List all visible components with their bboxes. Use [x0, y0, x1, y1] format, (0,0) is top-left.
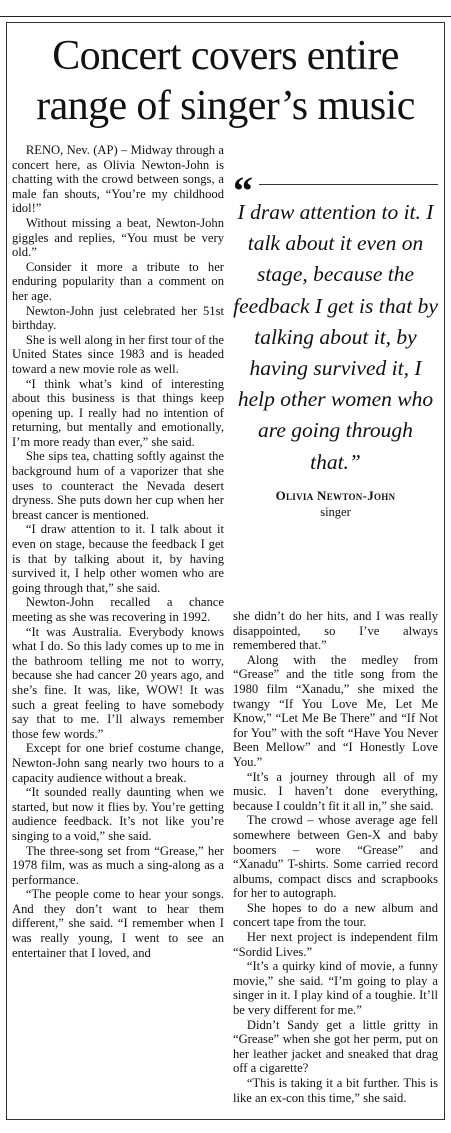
- paragraph: “It was Australia. Everybody knows what I do. So this lady comes up to me in the bathroom telling me not to worry, because she had cancer 20 years ago, and she’s fine. It was, like, WOW! It was such a great feeling to have somebody say that to me. I’ll always remember those few words.”: [12, 624, 224, 741]
- headline-line-2: range of singer’s music: [36, 83, 415, 129]
- article-column-left: [12, 143, 224, 960]
- pull-quote-attribution-role: singer: [320, 504, 351, 519]
- pull-quote-attribution-name: Olivia Newton-John: [275, 487, 396, 503]
- article-column-right: [233, 609, 438, 1105]
- paragraph: She is well along in her first tour of the United States since 1983 and is headed toward a new movie role as well.: [12, 332, 224, 376]
- page-top-rule: [0, 16, 451, 17]
- paragraph: she didn’t do her hits, and I was really disappointed, so I’ve always remembered that.”: [233, 609, 438, 653]
- headline-line-1: Concert covers entire: [52, 33, 399, 79]
- pull-quote: [233, 168, 438, 520]
- paragraph: The crowd – whose average age fell somewhere between Gen-X and baby boomers – wore “Grease” and “Xanadu” T-shirts. Some carried record albums, compact discs and scrapbooks for her to autograph.: [233, 813, 438, 901]
- paragraph: Consider it more a tribute to her enduring popularity than a comment on her age.: [12, 259, 224, 303]
- paragraph: “It sounded really daunting when we started, but now it flies by. You’re getting audience feedback. It’s not like you’re singing to a void,” she said.: [12, 785, 224, 843]
- paragraph: She hopes to do a new album and concert tape from the tour.: [233, 900, 438, 930]
- pull-quote-text: I draw attention to it. I talk about it even on stage, because the feedback I get is that by talking about it, by having survived it, I help other women who are going through that.”: [233, 200, 438, 474]
- paragraph: Along with the medley from “Grease” and the title song from the 1980 film “Xanadu,” she mixed the twangy “If You Love Me, Let Me Know,” “Let Me Be There” and “If Not for You” with the soft “Have You Never Been Mellow” and “I Honestly Love You.”: [233, 652, 438, 769]
- paragraph: “I draw attention to it. I talk about it even on stage, because the feedback I get is that by talking about it, by having survived it, I help other women who are going through that,” she said.: [12, 522, 224, 595]
- paragraph: Without missing a beat, Newton-John giggles and replies, “You must be very old.”: [12, 215, 224, 260]
- paragraph: “I think what’s kind of interesting about this business is that things keep opening up. I really had no intention of returning, but mentally and emotionally, I’m more ready than ever,” she said.: [12, 376, 224, 449]
- paragraph: RENO, Nev. (AP) – Midway through a concert here, as Olivia Newton-John is chatting with the crowd between songs, a male fan shouts, “You’re my childhood idol!”: [12, 143, 224, 216]
- paragraph: “It’s a quirky kind of movie, a funny movie,” she said. “I’m going to play a singer in it. I play kind of a toughie. It’ll be very different for me.”: [233, 959, 438, 1018]
- paragraph: “The people come to hear your songs. And they don’t want to hear them different,” she said. “I remember when I was really young, I went to see an entertainer that I loved, and: [12, 887, 224, 960]
- pull-quote-rule: [259, 184, 438, 185]
- paragraph: Except for one brief costume change, Newton-John sang nearly two hours to a capacity audience without a break.: [12, 741, 224, 785]
- article-frame: [6, 22, 445, 1120]
- paragraph: “It’s a journey through all of my music. I haven’t done everything, because I couldn’t fit it all in,” she said.: [233, 769, 438, 813]
- paragraph: Didn’t Sandy get a little gritty in “Grease” when she got her perm, put on her leather jacket and sneaked that drag off a cigarette?: [233, 1017, 438, 1076]
- paragraph: The three-song set from “Grease,” her 1978 film, was as much a sing-along as a performance.: [12, 843, 224, 887]
- quote-mark-icon: “: [233, 168, 253, 213]
- paragraph: “This is taking it a bit further. This is like an ex-con this time,” she said.: [233, 1076, 438, 1105]
- headline: [7, 31, 444, 131]
- paragraph: Newton-John just celebrated her 51st birthday.: [12, 303, 224, 333]
- paragraph: She sips tea, chatting softly against the background hum of a vaporizer that she uses to counteract the Nevada desert dryness. She puts down her cup when her breast cancer is mentioned.: [12, 449, 224, 522]
- paragraph: Newton-John recalled a chance meeting as she was recovering in 1992.: [12, 595, 224, 624]
- pull-quote-header: [233, 168, 438, 213]
- paragraph: Her next project is independent film “Sordid Lives.”: [233, 930, 438, 959]
